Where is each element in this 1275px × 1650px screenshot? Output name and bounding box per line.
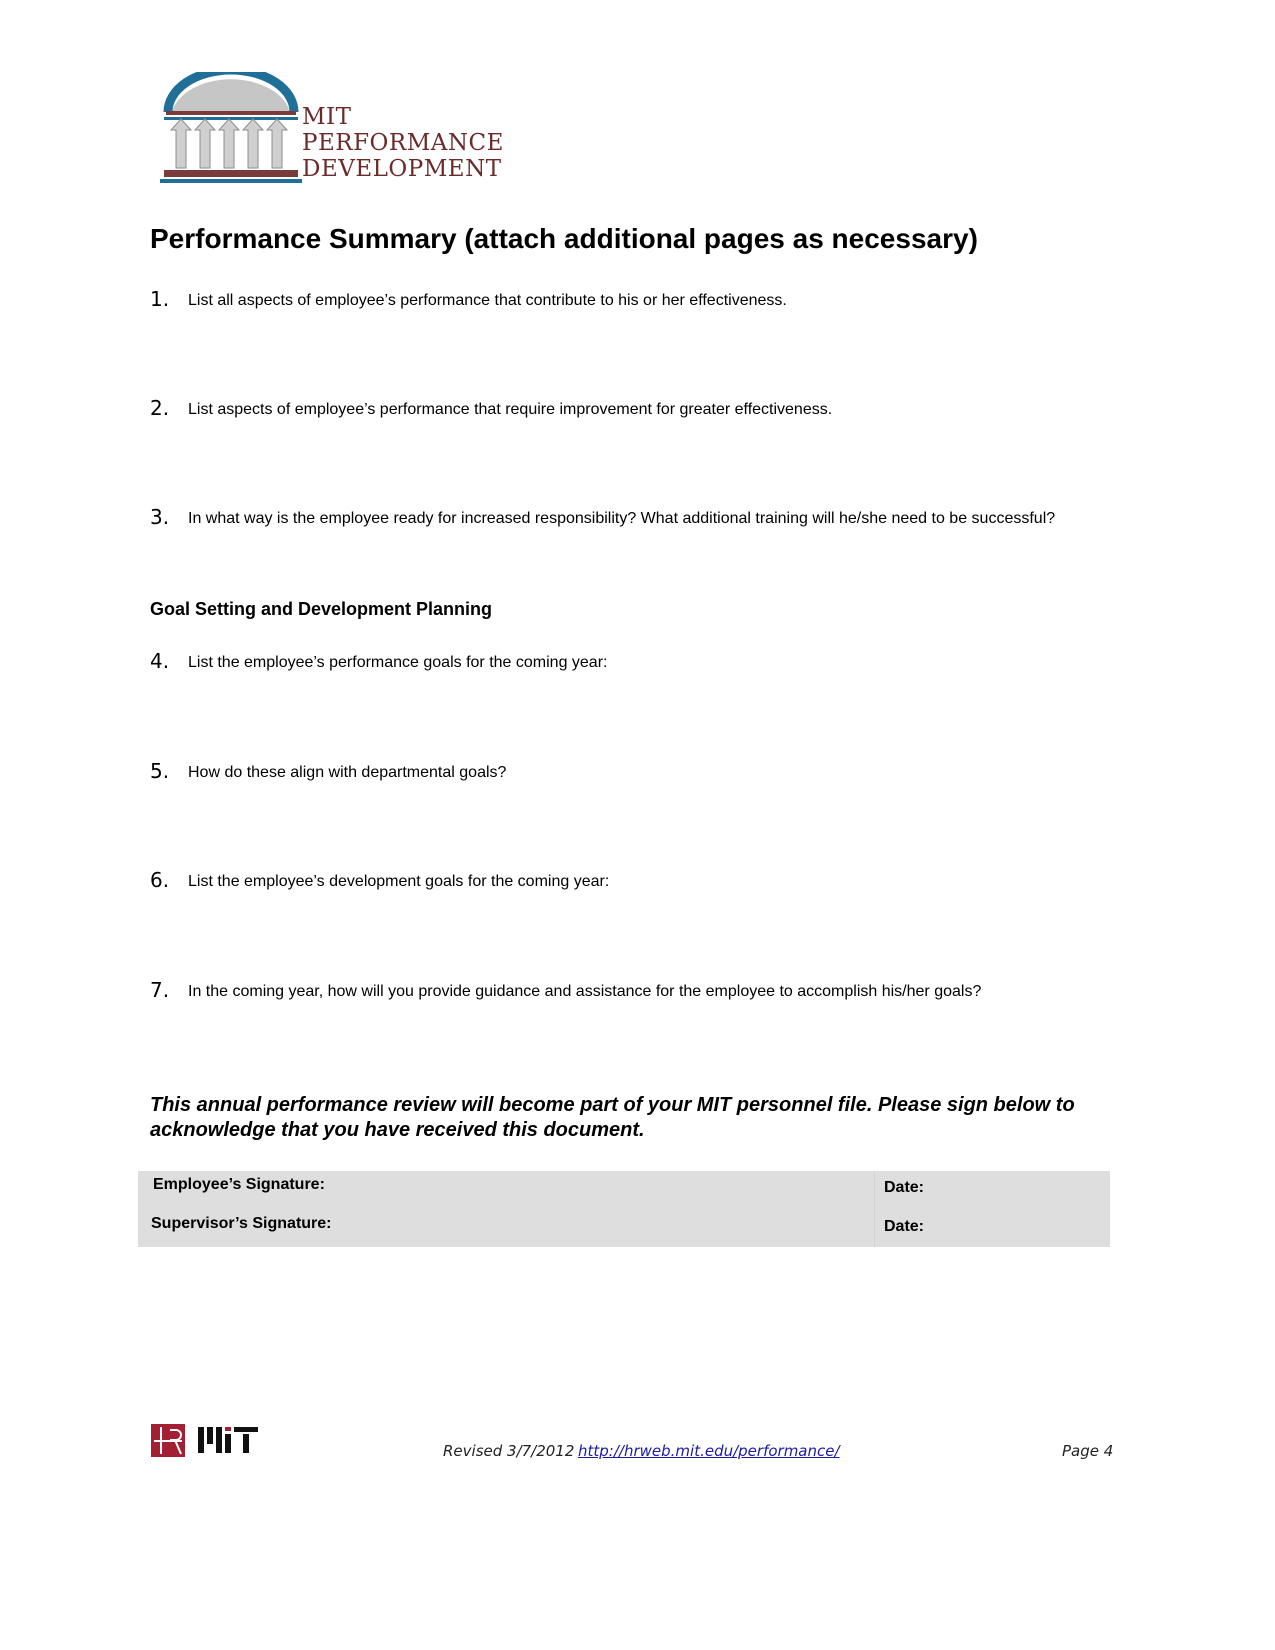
question-number: 4. <box>150 649 170 673</box>
question-number: 6. <box>150 868 170 892</box>
building-dome-icon <box>160 72 305 197</box>
supervisor-signature-label: Supervisor’s Signature: <box>151 1215 332 1232</box>
mit-logo <box>198 1427 260 1453</box>
question-text: List the employee’s development goals for the coming year: <box>188 873 610 890</box>
hr-logo <box>151 1424 185 1457</box>
mit-logo-icon <box>198 1427 260 1453</box>
question-text: How do these align with departmental goals? <box>188 764 507 781</box>
employee-signature-label: Employee’s Signature: <box>153 1176 325 1193</box>
logo-text-mit: MIT <box>302 104 352 130</box>
supervisor-date-label: Date: <box>884 1218 925 1235</box>
question-number: 7. <box>150 978 170 1002</box>
question-number: 2. <box>150 396 170 420</box>
employee-date-label: Date: <box>884 1179 925 1196</box>
question-number: 5. <box>150 759 170 783</box>
question-number: 3. <box>150 505 170 529</box>
question-text: List all aspects of employee’s performance that contribute to his or her effectiveness. <box>188 292 787 309</box>
question-text: List the employee’s performance goals for the coming year: <box>188 654 608 671</box>
question-text: In what way is the employee ready for increased responsibility? What additional training will he/she need to be successful? <box>188 510 1056 527</box>
signature-table <box>138 1171 1110 1247</box>
column-divider <box>874 1171 875 1247</box>
section-heading: Goal Setting and Development Planning <box>150 599 493 619</box>
logo-text-development: DEVELOPMENT <box>302 156 502 182</box>
question-text: List aspects of employee’s performance that require improvement for greater effectiveness. <box>188 401 833 418</box>
performance-website-link[interactable]: http://hrweb.mit.edu/performance/ <box>578 1442 840 1460</box>
mit-performance-development-logo <box>160 72 504 197</box>
revised-date: Revised 3/7/2012 <box>443 1442 575 1460</box>
logo-text-performance: PERFORMANCE <box>302 130 504 156</box>
question-text: In the coming year, how will you provide guidance and assistance for the employee to accomplish his/her goals? <box>188 983 982 1000</box>
hr-logo-icon <box>151 1424 185 1457</box>
question-number: 1. <box>150 287 170 311</box>
page-number: Page 4 <box>1062 1442 1114 1460</box>
page-title: Performance Summary (attach additional pages as necessary) <box>150 223 978 254</box>
acknowledgement-notice: This annual performance review will become part of your MIT personnel file. Please sign below to acknowledge that you have received this document. <box>150 1094 1075 1141</box>
